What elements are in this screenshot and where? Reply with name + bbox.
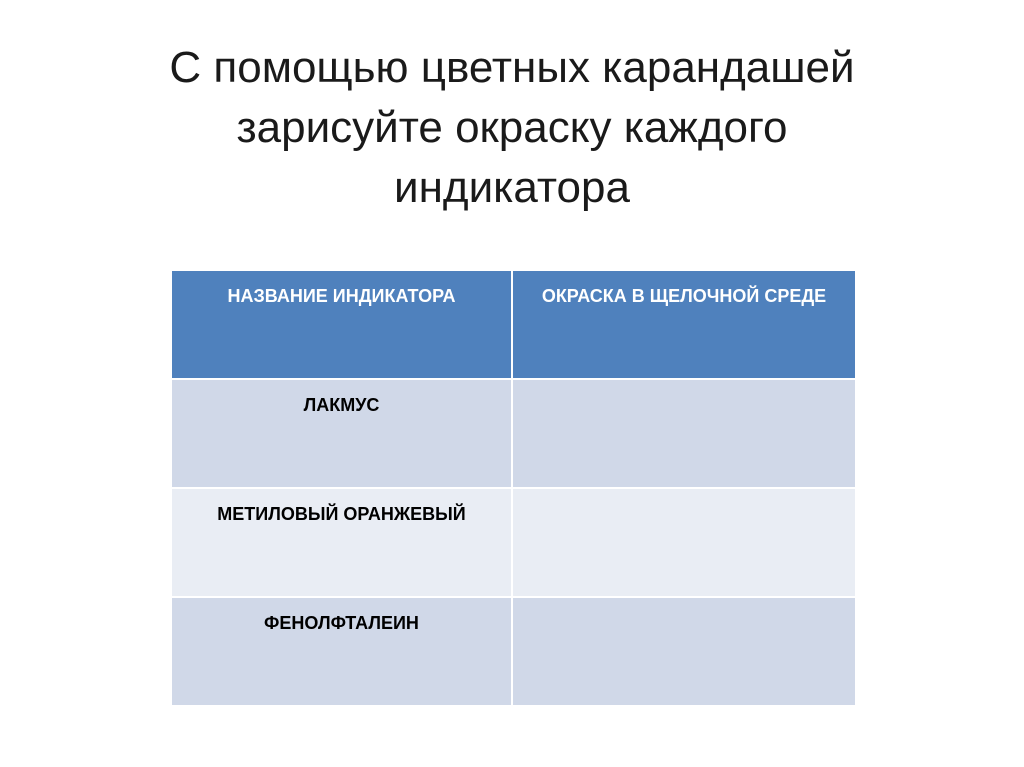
title-line-3: индикатора [394,163,630,212]
title-line-2: зарисуйте окраску каждого [236,103,788,152]
table-row [171,379,856,488]
header-indicator-name: НАЗВАНИЕ ИНДИКАТОРА [171,270,512,379]
title-line-1: С помощью цветных карандашей [169,43,855,92]
table-row [171,597,856,706]
alkaline-color-cell [512,488,856,597]
slide-title [60,38,964,218]
alkaline-color-cell [512,379,856,488]
indicator-name-cell: МЕТИЛОВЫЙ ОРАНЖЕВЫЙ [171,488,512,597]
indicator-name-cell: ФЕНОЛФТАЛЕИН [171,597,512,706]
indicator-table [170,269,857,707]
indicator-name-cell: ЛАКМУС [171,379,512,488]
table-row [171,488,856,597]
header-alkaline-color: ОКРАСКА В ЩЕЛОЧНОЙ СРЕДЕ [512,270,856,379]
table-header-row [171,270,856,379]
alkaline-color-cell [512,597,856,706]
